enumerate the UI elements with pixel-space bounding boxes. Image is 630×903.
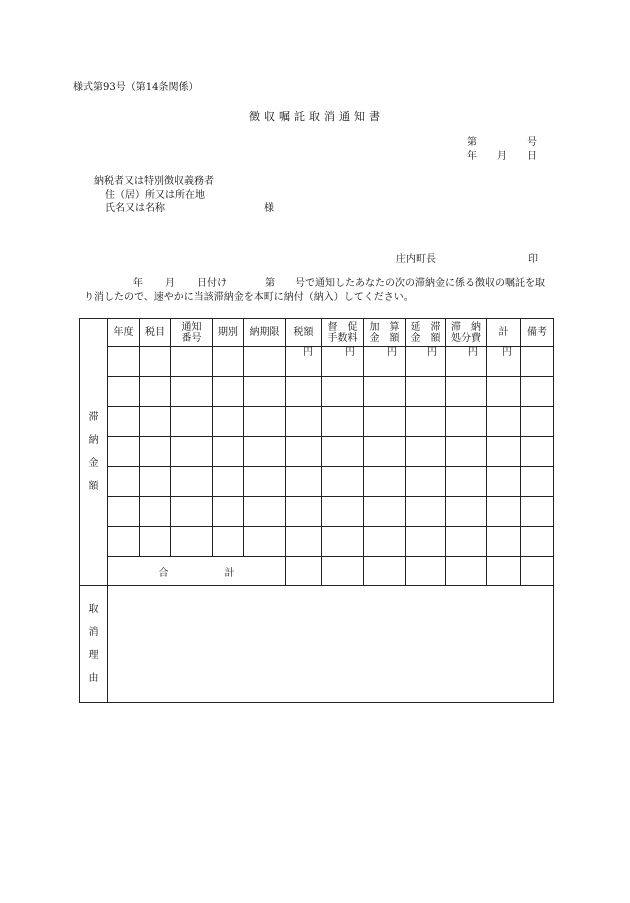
side-label-char: 納 bbox=[88, 435, 99, 446]
cell bbox=[108, 347, 140, 377]
addressee-address-label: 住（居）所又は所在地 bbox=[105, 190, 205, 201]
total-label-char: 計 bbox=[224, 567, 235, 579]
side-label-char: 金 bbox=[88, 458, 99, 469]
reason-label-char: 由 bbox=[88, 673, 99, 684]
table-row bbox=[80, 497, 554, 527]
body-text-line2: り消したので、速やかに当該滞納金を本町に納付（納入）してください。 bbox=[84, 292, 414, 303]
header-delinquency-charge: 延 滞 金 額 bbox=[406, 319, 446, 347]
table-row bbox=[80, 527, 554, 557]
header-disposal-fee: 滞 納 処分費 bbox=[446, 319, 487, 347]
side-label bbox=[89, 406, 99, 498]
header-demand-fee: 督 促 手数料 bbox=[322, 319, 364, 347]
issuer-title: 庄内町長 bbox=[396, 254, 436, 265]
side-label-char: 滞 bbox=[88, 412, 99, 423]
unit-yen: 円 bbox=[446, 347, 487, 377]
body-date-suffix: 日付け bbox=[197, 278, 227, 289]
reason-label bbox=[89, 598, 99, 690]
unit-yen: 円 bbox=[487, 347, 521, 377]
table-row bbox=[80, 407, 554, 437]
issuer-seal: 印 bbox=[528, 254, 538, 265]
cancel-reason-field bbox=[108, 586, 554, 703]
table-row bbox=[80, 377, 554, 407]
body-no-prefix: 第 bbox=[265, 278, 275, 289]
form-number: 様式第93号（第14条関係） bbox=[73, 82, 199, 93]
total-label bbox=[108, 557, 286, 586]
side-label-cell bbox=[80, 319, 108, 586]
header-remarks: 備考 bbox=[521, 319, 554, 347]
reason-label-char: 理 bbox=[88, 650, 99, 661]
side-label-char: 額 bbox=[88, 481, 99, 492]
body-month: 月 bbox=[165, 278, 175, 289]
doc-number-suffix: 号 bbox=[527, 137, 537, 148]
cancel-reason-row bbox=[80, 586, 554, 703]
cell bbox=[521, 347, 554, 377]
header-period: 期別 bbox=[213, 319, 244, 347]
addressee-category: 納税者又は特別徴収義務者 bbox=[94, 176, 214, 187]
date-year: 年 bbox=[467, 151, 477, 162]
body-text-line1 bbox=[0, 278, 630, 290]
table-row bbox=[80, 347, 554, 377]
reason-label-char: 消 bbox=[88, 627, 99, 638]
header-due-date: 納期限 bbox=[244, 319, 286, 347]
unit-yen: 円 bbox=[322, 347, 364, 377]
delinquency-table bbox=[79, 318, 554, 703]
reason-label-cell bbox=[80, 586, 108, 703]
header-tax-amount: 税額 bbox=[286, 319, 322, 347]
unit-yen: 円 bbox=[406, 347, 446, 377]
cell bbox=[171, 347, 213, 377]
total-row bbox=[80, 557, 554, 586]
cell bbox=[244, 347, 286, 377]
header-total: 計 bbox=[487, 319, 521, 347]
cell bbox=[213, 347, 244, 377]
document-title: 徴収嘱託取消通知書 bbox=[249, 110, 384, 123]
cell bbox=[140, 347, 171, 377]
date-day: 日 bbox=[527, 151, 537, 162]
body-year: 年 bbox=[133, 278, 143, 289]
header-year: 年度 bbox=[108, 319, 140, 347]
doc-number-prefix: 第 bbox=[467, 137, 477, 148]
header-surcharge: 加 算 金 額 bbox=[364, 319, 406, 347]
table-row bbox=[80, 467, 554, 497]
unit-yen: 円 bbox=[364, 347, 406, 377]
table-header-row bbox=[80, 319, 554, 347]
table-row bbox=[80, 437, 554, 467]
date-month: 月 bbox=[497, 151, 507, 162]
body-sentence-start: 号で通知したあなたの次の滞納金に係る徴収の嘱託を取 bbox=[295, 278, 545, 289]
unit-yen: 円 bbox=[286, 347, 322, 377]
addressee-honorific: 様 bbox=[264, 203, 274, 214]
total-label-char: 合 bbox=[158, 567, 169, 579]
reason-label-char: 取 bbox=[88, 604, 99, 615]
addressee-name-label: 氏名又は名称 bbox=[105, 203, 165, 214]
header-tax-item: 税目 bbox=[140, 319, 171, 347]
header-notice-number: 通知 番号 bbox=[171, 319, 213, 347]
